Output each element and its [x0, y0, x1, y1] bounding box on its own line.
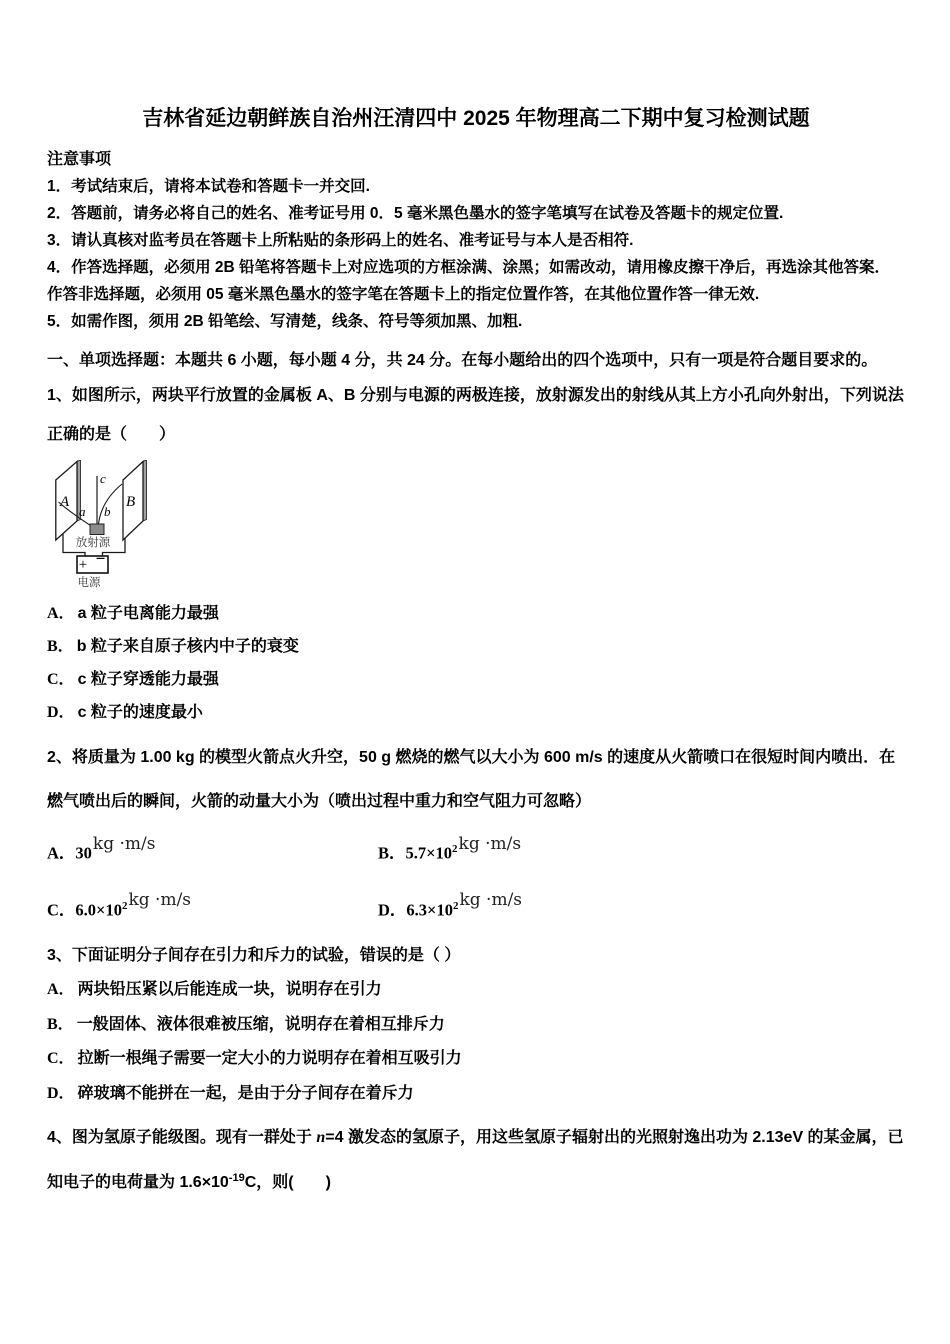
- option-value: 6.3×10: [406, 900, 453, 919]
- option-letter: B．: [47, 638, 74, 655]
- option-row: [47, 1008, 905, 1043]
- question-4-stem: [47, 1115, 905, 1207]
- exponent-text: -19: [228, 1172, 245, 1184]
- power-source-label: 电源: [77, 577, 101, 589]
- option-letter: B．: [47, 1015, 74, 1033]
- battery-minus-sign: −: [95, 549, 106, 568]
- option-letter: C．: [47, 900, 76, 919]
- option-row: [47, 604, 905, 624]
- option-row: [47, 1077, 905, 1112]
- circuit-diagram: [55, 460, 155, 592]
- ray-b-label: b: [104, 504, 111, 519]
- option-letter: D．: [47, 704, 75, 721]
- option-exponent: 2: [452, 843, 458, 855]
- question-3-stem: 3、下面证明分子间存在引力和斥力的试验，错误的是（ ）: [47, 947, 461, 964]
- plate-right-label: B: [126, 494, 136, 510]
- question-1-stem: 1、如图所示，两块平行放置的金属板 A、B 分别与电源的两极连接，放射源发出的射线从其上方小孔向外射出，下列说法正确的是（ ）: [47, 387, 904, 443]
- option-unit: kg ·m/s: [459, 890, 523, 910]
- option-text: 碎玻璃不能拼在一起，是由于分子间存在着斥力: [77, 1084, 414, 1102]
- option-letter: A．: [47, 843, 76, 863]
- option-letter: D．: [47, 1084, 75, 1102]
- option-row: [47, 973, 905, 1008]
- option-letter: A．: [47, 605, 75, 622]
- notice-item: 2．答题前，请务必将自己的姓名、准考证号用 0．5 毫米黑色墨水的签字笔填写在试卷及答题卡的规定位置.: [47, 205, 784, 222]
- notice-item: 4．作答选择题，必须用 2B 铅笔将答题卡上对应选项的方框涂满、涂黑；如需改动，请用橡皮擦干净后，再选涂其他答案．作答非选择题，必须用 05 毫米黑色墨水的签字笔在答题卡上的指定位置作答，在其他位置作答一律无效.: [47, 259, 891, 303]
- question-2-options: [47, 834, 905, 925]
- option-text: b 粒子来自原子核内中子的衰变: [76, 638, 299, 655]
- radiation-source-label: 放射源: [75, 537, 111, 549]
- option-value: 30: [75, 843, 92, 863]
- battery-plus-sign: +: [78, 557, 88, 573]
- option-row: [47, 1042, 905, 1077]
- option-exponent: 2: [452, 899, 459, 912]
- notice-item: 1．考试结束后，请将本试卷和答题卡一并交回.: [47, 178, 370, 195]
- option-text: a 粒子电离能力最强: [77, 605, 219, 622]
- option-letter: A．: [47, 981, 75, 998]
- option-value: 6.0×10: [75, 900, 122, 919]
- notice-item: 3．请认真核对监考员在答题卡上所粘贴的条形码上的姓名、准考证号与本人是否相符.: [47, 232, 634, 249]
- option-row: [47, 670, 905, 690]
- variable-n: n: [316, 1129, 326, 1146]
- question-1-options: [47, 604, 905, 723]
- option-value: 5.7×10: [405, 843, 453, 863]
- option-row: [47, 891, 378, 926]
- plate-right: [123, 460, 147, 540]
- stem-text: =4 激发态的氢原子，用这些氢原子辐射出的光照射逸出功为 2.13eV 的某金属，已知电子的电荷量为 1.6×10: [47, 1129, 904, 1191]
- option-row: [378, 834, 905, 869]
- option-row: [47, 703, 905, 723]
- option-exponent: 2: [121, 899, 128, 912]
- option-text: c 粒子穿透能力最强: [77, 671, 219, 688]
- stem-text: C，则( ): [244, 1174, 331, 1191]
- question-3-options: [47, 973, 905, 1111]
- option-letter: B．: [378, 843, 406, 863]
- notice-heading: 注意事项: [47, 151, 112, 168]
- plate-left: [56, 460, 81, 540]
- question-2-stem: 2、将质量为 1.00 kg 的模型火箭点火升空，50 g 燃烧的燃气以大小为 600 m/s 的速度从火箭喷口在很短时间内喷出．在燃气喷出后的瞬间，火箭的动量大小为（喷出过程中重力和空气阻力可忽略）: [47, 749, 896, 810]
- plate-left-label: A: [60, 494, 70, 510]
- option-text: 两块铅压紧以后能连成一块，说明存在引力: [77, 981, 382, 998]
- notice-section: [47, 146, 905, 335]
- section-heading: 一、单项选择题：本题共 6 小题，每小题 4 分，共 24 分。在每小题给出的四个选项中，只有一项是符合题目要求的。: [47, 352, 878, 369]
- option-letter: C．: [47, 671, 75, 688]
- option-letter: D．: [378, 900, 407, 919]
- notice-item: 5．如需作图，须用 2B 铅笔绘、写清楚，线条、符号等须加黑、加粗.: [47, 313, 523, 330]
- ray-a-label: a: [79, 504, 86, 519]
- radiation-source-box: [90, 524, 104, 535]
- ray-c-label: c: [100, 471, 106, 486]
- page-title: 吉林省延边朝鲜族自治州汪清四中 2025 年物理高二下期中复习检测试题: [142, 107, 810, 130]
- option-letter: C．: [47, 1050, 75, 1067]
- option-unit: kg ·m/s: [92, 833, 156, 854]
- option-unit: kg ·m/s: [458, 833, 522, 854]
- option-row: [47, 637, 905, 657]
- question-1: [47, 376, 905, 723]
- option-text: 一般固体、液体很难被压缩，说明存在着相互排斥力: [76, 1015, 445, 1033]
- question-4: [47, 1115, 905, 1207]
- option-row: [47, 834, 378, 869]
- question-2: [47, 736, 905, 925]
- option-unit: kg ·m/s: [128, 890, 192, 910]
- option-row: [378, 891, 905, 926]
- option-text: c 粒子的速度最小: [77, 704, 203, 721]
- option-text: 拉断一根绳子需要一定大小的力说明存在着相互吸引力: [77, 1050, 462, 1067]
- question-3: [47, 939, 905, 1111]
- stem-text: 4、图为氢原子能级图。现有一群处于: [47, 1129, 317, 1146]
